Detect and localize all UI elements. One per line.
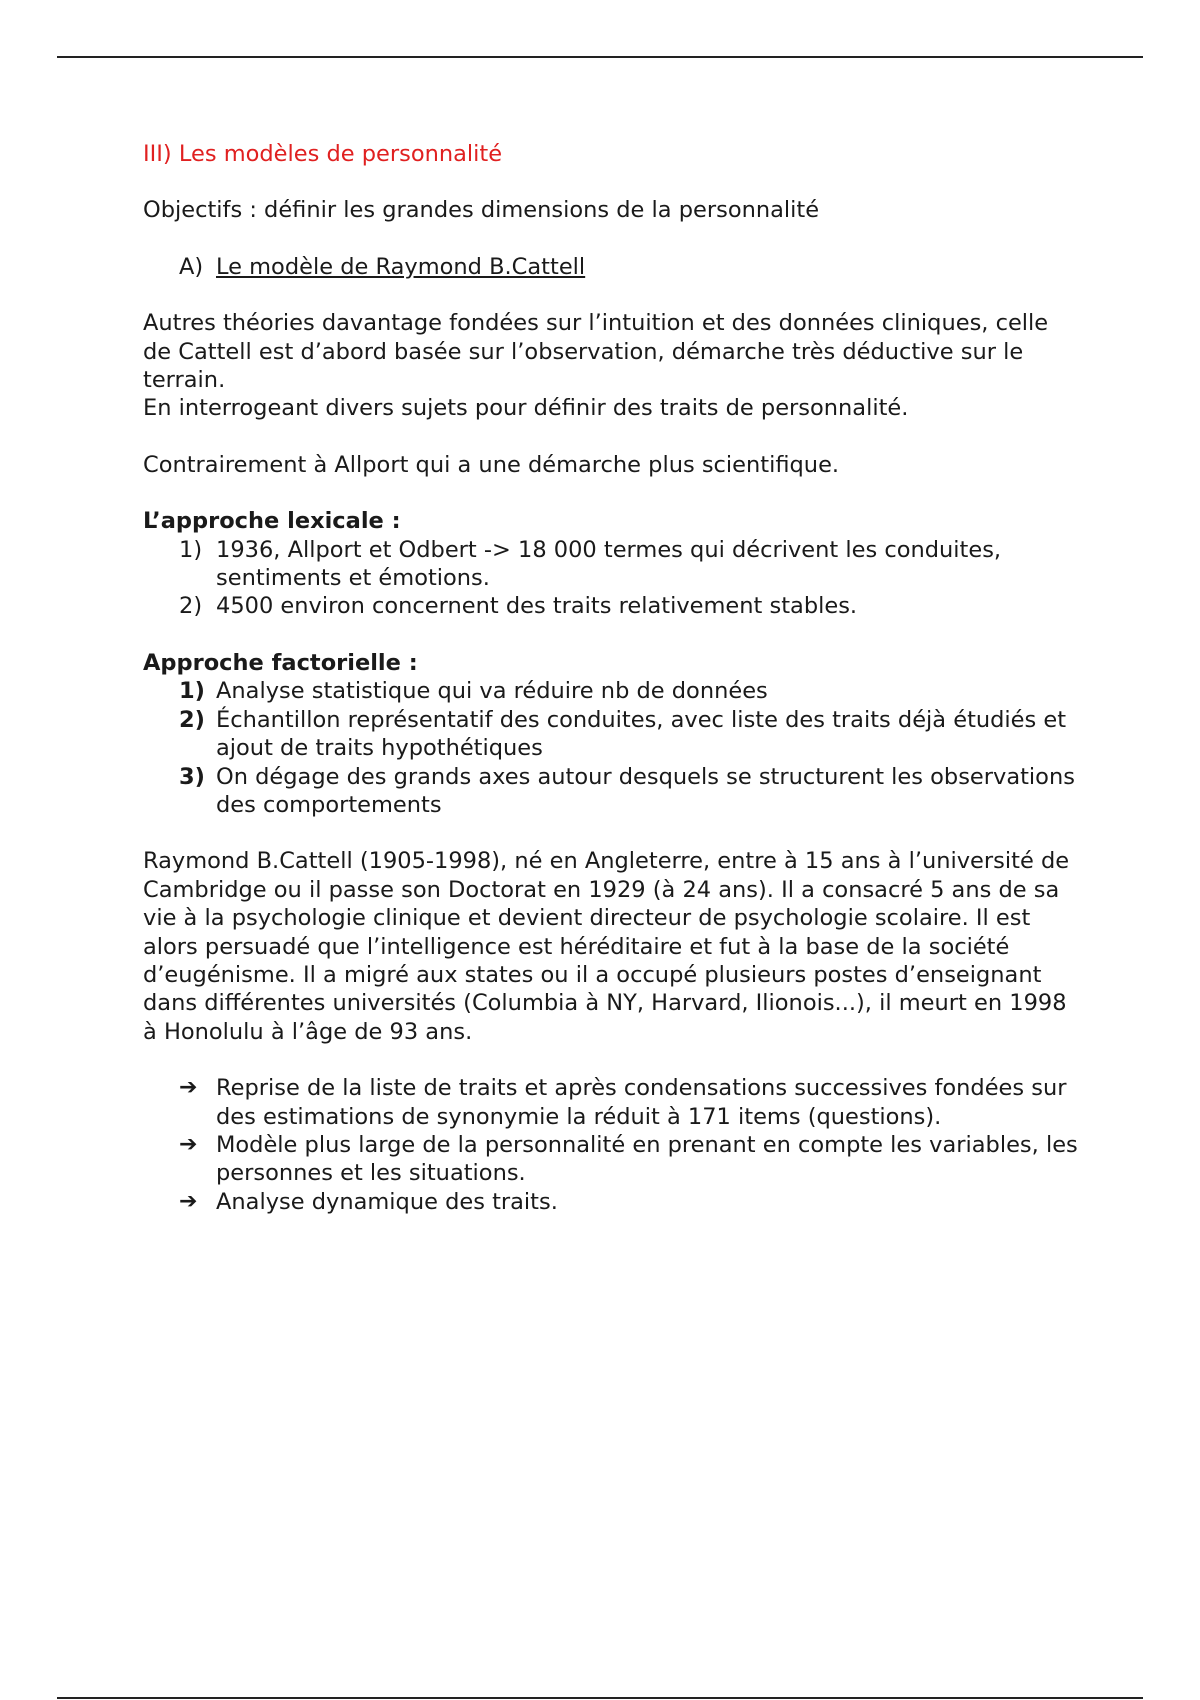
- list-item-number: 3): [179, 763, 205, 790]
- list-item: [143, 592, 1083, 620]
- objectives-text: Objectifs : définir les grandes dimensions de la personnalité: [143, 197, 820, 224]
- list-item-number: 1): [179, 678, 205, 705]
- list-item: [143, 706, 1083, 763]
- list-item-text: Modèle plus large de la personnalité en prenant en compte les variables, les personnes et les situations.: [216, 1131, 1078, 1187]
- contrast-paragraph: Contrairement à Allport qui a une démarche plus scientifique.: [143, 451, 840, 478]
- lexical-approach-heading: L’approche lexicale :: [143, 508, 401, 535]
- arrow-right-icon: ➔: [179, 1188, 198, 1214]
- subsection-heading: [143, 253, 1083, 281]
- list-item: [143, 1074, 1083, 1131]
- list-item: [143, 763, 1083, 820]
- list-item-text: Analyse dynamique des traits.: [216, 1188, 558, 1215]
- list-item: [143, 1131, 1083, 1188]
- list-item-number: 1): [179, 536, 203, 563]
- arrow-right-icon: ➔: [179, 1131, 198, 1157]
- document-body: [143, 140, 1083, 1216]
- list-item-text: Échantillon représentatif des conduites, avec liste des traits déjà étudiés et ajout de traits hypothétiques: [216, 706, 1067, 762]
- footer-rule: [57, 1697, 1143, 1699]
- intro-paragraph: Autres théories davantage fondées sur l’intuition et des données cliniques, celle de Cattell est d’abord basée sur l’observation, démarche très déductive sur le terrain.: [143, 310, 1049, 394]
- intro-paragraph-continued: En interrogeant divers sujets pour définir des traits de personnalité.: [143, 395, 909, 422]
- list-item-number: 2): [179, 593, 203, 620]
- subsection-marker: A): [179, 253, 204, 280]
- list-item: [143, 1188, 1083, 1216]
- subsection-title: Le modèle de Raymond B.Cattell: [216, 253, 586, 280]
- biography-paragraph: Raymond B.Cattell (1905-1998), né en Angleterre, entre à 15 ans à l’université de Cambridge ou il passe son Doctorat en 1929 (à 24 ans). Il a consacré 5 ans de sa vie à la psychologie clinique et devient directeur de psychologie scolaire. Il est alors persuadé que l’intelligence est héréditaire et fut à la base de la société d’eugénisme. Il a migré aux states ou il a occupé plusieurs postes d’enseignant dans différentes universités (Columbia à NY, Harvard, Ilionois...), il meurt en 1998 à Honolulu à l’âge de 93 ans.: [143, 848, 1070, 1045]
- list-item-number: 2): [179, 706, 205, 733]
- header-rule: [57, 56, 1143, 58]
- arrow-right-icon: ➔: [179, 1075, 198, 1101]
- lexical-approach-list: [143, 536, 1083, 621]
- list-item-text: On dégage des grands axes autour desquels se structurent les observations des comportements: [216, 763, 1075, 818]
- factorial-approach-list: [143, 677, 1083, 819]
- key-points-list: [143, 1074, 1083, 1216]
- section-title: III) Les modèles de personnalité: [143, 141, 503, 167]
- list-item: [143, 677, 1083, 705]
- list-item-text: 1936, Allport et Odbert -> 18 000 termes qui décrivent les conduites, sentiments et émotions.: [216, 536, 1002, 592]
- list-item-text: Analyse statistique qui va réduire nb de données: [216, 678, 768, 705]
- list-item-text: 4500 environ concernent des traits relativement stables.: [216, 593, 858, 620]
- list-item-text: Reprise de la liste de traits et après condensations successives fondées sur des estimations de synonymie la réduit à 171 items (questions).: [216, 1075, 1067, 1130]
- factorial-approach-heading: Approche factorielle :: [143, 649, 418, 676]
- list-item: [143, 536, 1083, 593]
